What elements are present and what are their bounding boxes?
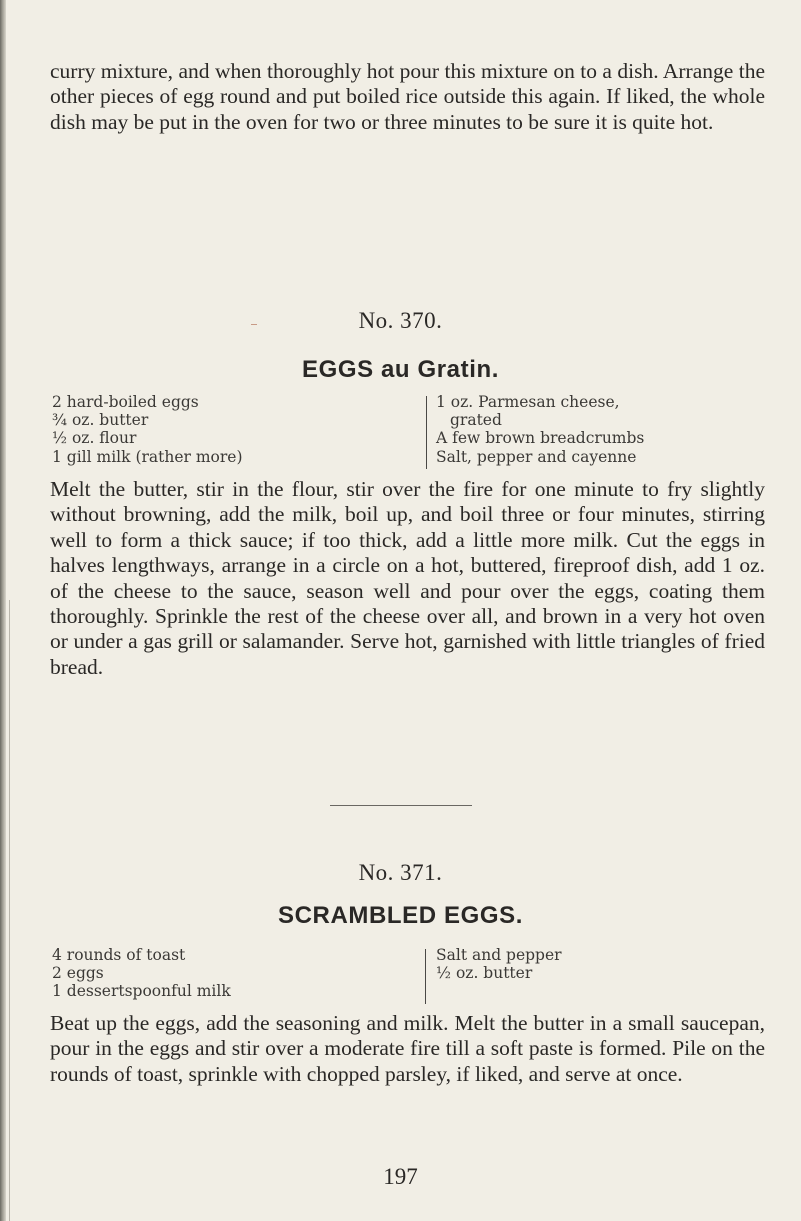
recipe-title: SCRAMBLED EGGS. <box>277 902 523 929</box>
ingredient: ½ oz. flour <box>52 429 137 448</box>
ingredient-divider <box>426 396 427 469</box>
ingredient: 2 eggs <box>52 964 104 983</box>
ingredient: Salt and pepper <box>436 946 562 964</box>
recipe-method: Melt the butter, stir in the flour, stir over the fire for one minute to fry slightly without browning, add the milk, boil up, and boil three or four minutes, stirring well to form a thick sauce; if too thick, add a little more milk. Cut the eggs in halves lengthways, arrange in a circle on a hot, buttered, fireproof dish, add 1 oz. of the cheese to the sauce, season well and pour over the eggs, coating them thoroughly. Sprinkle the rest of the cheese over all, and brown in a very hot oven or under a gas grill or salamander. Serve hot, garnished with little triangles of fried bread. <box>50 477 765 679</box>
recipe-number: No. 370. <box>358 308 443 333</box>
recipe-number: No. 371. <box>358 860 443 885</box>
intro-paragraph: curry mixture, and when thoroughly hot pour this mixture on to a dish. Arrange the other pieces of egg round and put boiled rice outside this again. If liked, the whole dish may be put in the oven for two or three minutes to be sure it is quite hot. <box>50 59 765 134</box>
ingredient: 1 gill milk (rather more) <box>52 447 243 466</box>
ingredient: ½ oz. butter <box>436 964 533 983</box>
page-number: 197 <box>383 1164 418 1189</box>
ingredient: 1 oz. Parmesan cheese, <box>436 393 620 411</box>
ingredient-list-left <box>52 946 231 1001</box>
ingredient: 2 hard-boiled eggs <box>52 393 199 411</box>
section-rule <box>330 805 472 806</box>
ingredient-list-right <box>436 393 644 466</box>
ingredient-list-right <box>436 946 562 982</box>
ingredient-list-left <box>52 393 243 466</box>
ingredient: 4 rounds of toast <box>52 946 186 964</box>
recipe-title: EGGS au Gratin. <box>301 356 500 383</box>
page-gutter-shadow <box>0 0 6 1221</box>
ingredient-divider <box>425 949 426 1004</box>
ingredient: grated <box>450 411 502 430</box>
recipe-method: Beat up the eggs, add the seasoning and milk. Melt the butter in a small saucepan, pour in the eggs and stir over a moderate fire till a soft paste is formed. Pile on the rounds of toast, sprinkle with chopped parsley, if liked, and serve at once. <box>50 1011 765 1086</box>
ingredient: A few brown breadcrumbs <box>436 429 645 448</box>
ingredient: 1 dessertspoonful milk <box>52 982 231 1001</box>
ingredient: ¾ oz. butter <box>52 411 149 430</box>
ingredient: Salt, pepper and cayenne <box>436 447 637 466</box>
